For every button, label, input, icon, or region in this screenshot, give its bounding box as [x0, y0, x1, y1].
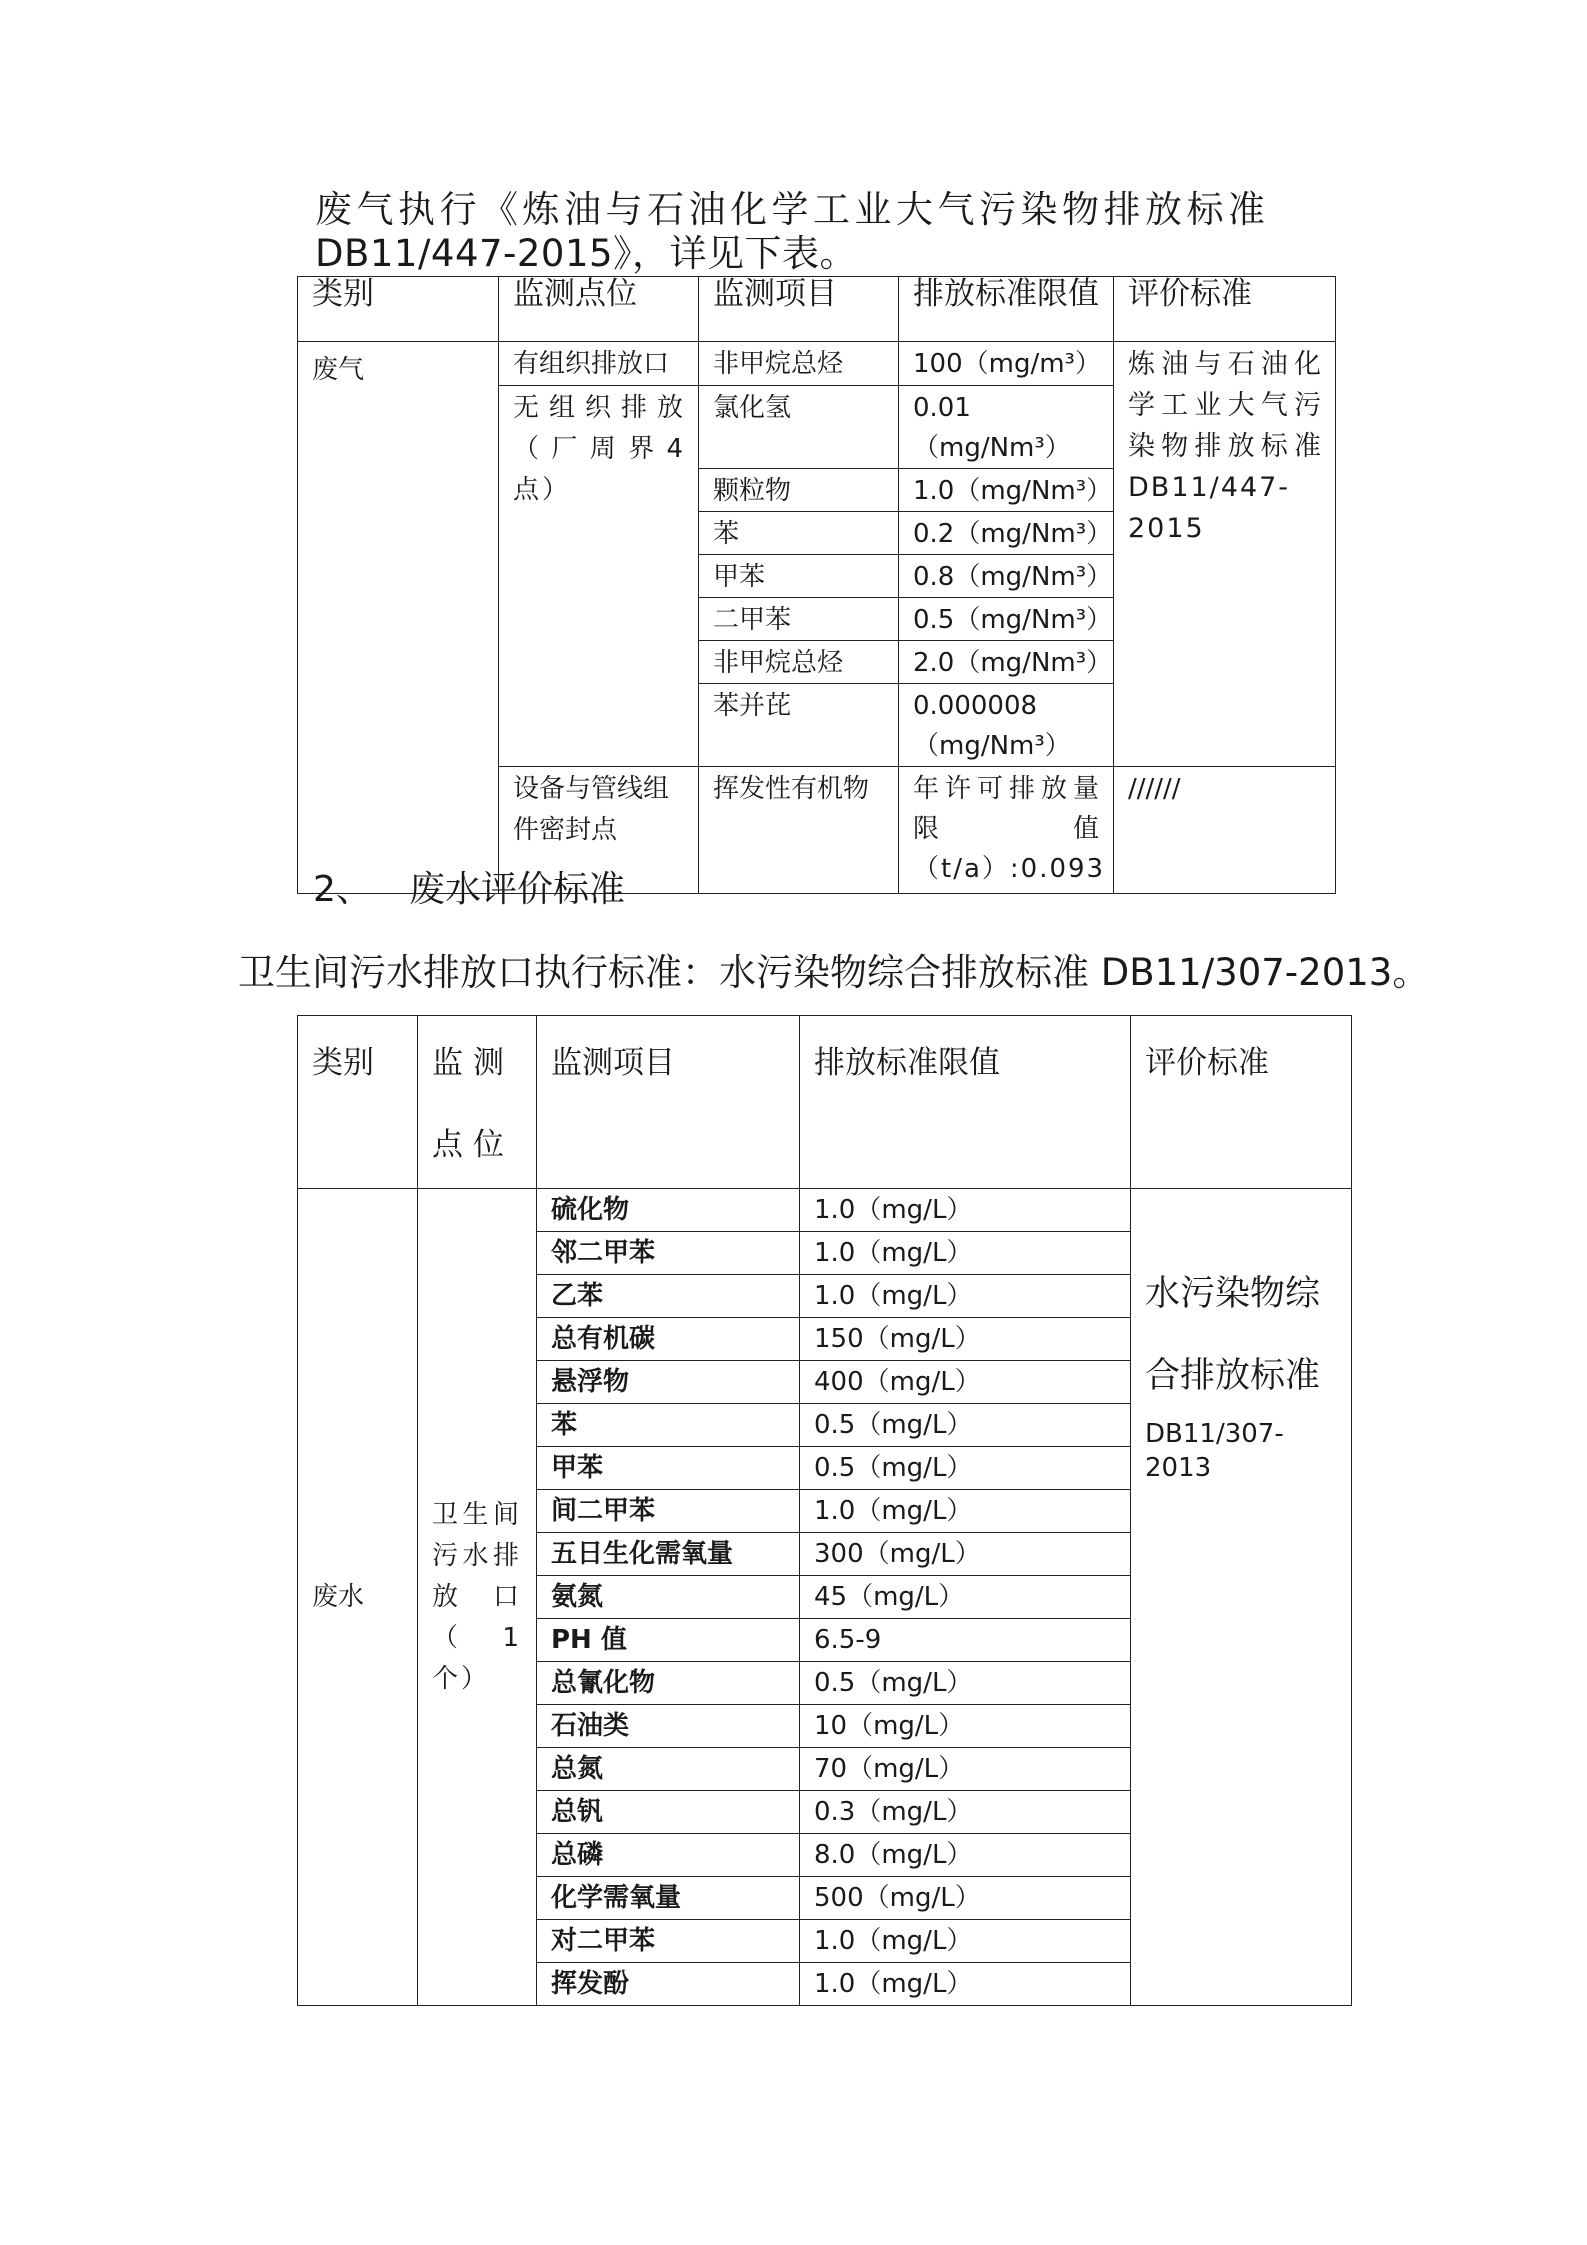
wastewater-intro: 卫生间污水排放口执行标准：水污染物综合排放标准 DB11/307-2013。: [238, 951, 1430, 994]
water-limit: 400（mg/L）: [800, 1361, 1131, 1404]
water-limit: 0.5（mg/L）: [800, 1447, 1131, 1490]
water-limit: 70（mg/L）: [800, 1748, 1131, 1791]
intro-line-2: DB11/447-2015》，详见下表。: [315, 232, 858, 275]
air-limit: 1.0（mg/Nm³）: [899, 469, 1114, 512]
water-limit: 8.0（mg/L）: [800, 1834, 1131, 1877]
air-limit: 0.5（mg/Nm³）: [899, 598, 1114, 641]
water-item: 五日生化需氧量: [537, 1533, 800, 1576]
water-limit: 1.0（mg/L）: [800, 1963, 1131, 2006]
air-category-cell: 废气: [298, 342, 499, 894]
table-row: [298, 1189, 1352, 1232]
water-header-item: 监测项目: [537, 1016, 800, 1189]
water-item: 硫化物: [537, 1189, 800, 1232]
water-item: 甲苯: [537, 1447, 800, 1490]
air-limit: 0.8（mg/Nm³）: [899, 555, 1114, 598]
air-header-item: 监测项目: [699, 277, 899, 342]
air-item: 非甲烷总烃: [699, 342, 899, 386]
air-limit: 年许可排放量限值（t/a）:0.093: [899, 767, 1114, 894]
water-item: 对二甲苯: [537, 1920, 800, 1963]
intro-paragraph: [315, 188, 1335, 276]
air-header-row: [298, 277, 1336, 342]
air-limit: 2.0（mg/Nm³）: [899, 641, 1114, 684]
air-limit: 0.2（mg/Nm³）: [899, 512, 1114, 555]
water-category-cell: 废水: [298, 1189, 418, 2006]
air-standard-cell: 炼油与石油化学工业大气污染物排放标准DB11/447-2015: [1114, 342, 1336, 767]
air-header-standard: 评价标准: [1114, 277, 1336, 342]
water-header-limit: 排放标准限值: [800, 1016, 1131, 1189]
water-item: 间二甲苯: [537, 1490, 800, 1533]
water-item: 苯: [537, 1404, 800, 1447]
water-limit: 1.0（mg/L）: [800, 1232, 1131, 1275]
water-standard-cell: [1131, 1189, 1352, 2006]
water-item: 挥发酚: [537, 1963, 800, 2006]
water-header-row: [298, 1016, 1352, 1189]
air-seal-standard: //////: [1114, 767, 1336, 894]
water-item: PH 值: [537, 1619, 800, 1662]
air-item: 氯化氢: [699, 386, 899, 469]
water-limit: 1.0（mg/L）: [800, 1189, 1131, 1232]
water-limit: 500（mg/L）: [800, 1877, 1131, 1920]
air-header-category: 类别: [298, 277, 499, 342]
water-limit: 0.3（mg/L）: [800, 1791, 1131, 1834]
water-item: 总磷: [537, 1834, 800, 1877]
water-limit: 1.0（mg/L）: [800, 1490, 1131, 1533]
air-item: 挥发性有机物: [699, 767, 899, 894]
water-limit: 45（mg/L）: [800, 1576, 1131, 1619]
water-location-cell: 卫生间污水排放口（1个）: [418, 1189, 537, 2006]
air-item: 颗粒物: [699, 469, 899, 512]
air-header-location: 监测点位: [499, 277, 699, 342]
water-item: 总钒: [537, 1791, 800, 1834]
water-table-body: [298, 1189, 1352, 2006]
water-limit: 0.5（mg/L）: [800, 1404, 1131, 1447]
section-number: 2、: [313, 869, 372, 910]
table-row: [298, 342, 1336, 386]
water-limit: 1.0（mg/L）: [800, 1920, 1131, 1963]
water-standard-table: [297, 1015, 1352, 2006]
water-limit: 300（mg/L）: [800, 1533, 1131, 1576]
water-limit: 10（mg/L）: [800, 1705, 1131, 1748]
air-item: 甲苯: [699, 555, 899, 598]
water-standard-name: 水污染物综合排放标准: [1145, 1274, 1321, 1396]
intro-line-1: 废气执行《炼油与石油化学工业大气污染物排放标准: [315, 188, 1270, 231]
water-item: 总有机碳: [537, 1318, 800, 1361]
air-limit: 0.000008（mg/Nm³）: [899, 684, 1114, 767]
water-item: 总氮: [537, 1748, 800, 1791]
air-location-organized: 有组织排放口: [499, 342, 699, 386]
air-limit: 0.01（mg/Nm³）: [899, 386, 1114, 469]
air-location-fugitive: 无组织排放（厂周界4点）: [499, 386, 699, 767]
section-title: 废水评价标准: [409, 869, 626, 910]
water-item: 悬浮物: [537, 1361, 800, 1404]
air-location-seal: 设备与管线组件密封点: [499, 767, 699, 894]
air-standard-table: [297, 276, 1336, 894]
water-limit: 1.0（mg/L）: [800, 1275, 1131, 1318]
water-header-standard: 评价标准: [1131, 1016, 1352, 1189]
water-item: 乙苯: [537, 1275, 800, 1318]
water-item: 邻二甲苯: [537, 1232, 800, 1275]
air-item: 苯: [699, 512, 899, 555]
section-heading: [313, 868, 625, 912]
water-header-category: 类别: [298, 1016, 418, 1189]
water-limit: 150（mg/L）: [800, 1318, 1131, 1361]
water-limit: 0.5（mg/L）: [800, 1662, 1131, 1705]
water-item: 化学需氧量: [537, 1877, 800, 1920]
water-standard-code: DB11/307-2013: [1145, 1419, 1284, 1483]
air-item: 二甲苯: [699, 598, 899, 641]
air-item: 苯并芘: [699, 684, 899, 767]
water-limit: 6.5-9: [800, 1619, 1131, 1662]
water-item: 氨氮: [537, 1576, 800, 1619]
water-item: 石油类: [537, 1705, 800, 1748]
air-item: 非甲烷总烃: [699, 641, 899, 684]
air-limit: 100（mg/m³）: [899, 342, 1114, 386]
water-header-location: 监测点位: [418, 1016, 537, 1189]
air-header-limit: 排放标准限值: [899, 277, 1114, 342]
water-item: 总氰化物: [537, 1662, 800, 1705]
